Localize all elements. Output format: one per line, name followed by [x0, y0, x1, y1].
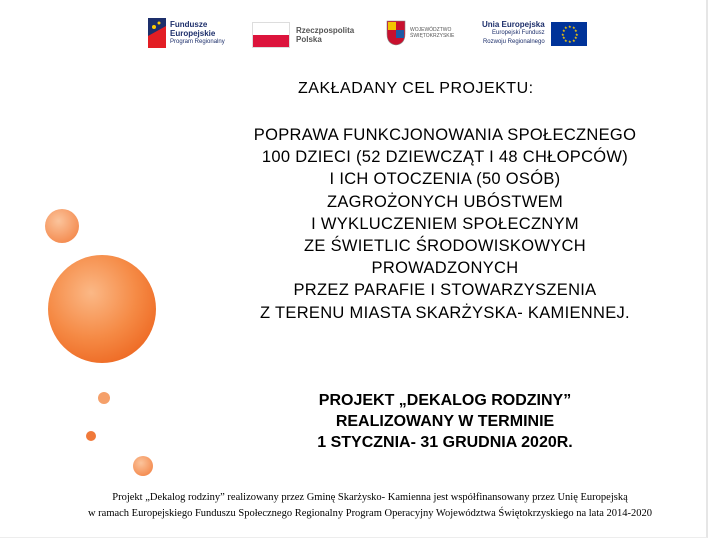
svg-text:★: ★ — [561, 34, 566, 40]
svg-text:★: ★ — [567, 23, 572, 29]
project-info — [200, 390, 690, 453]
fundusze-mark-icon — [148, 18, 166, 48]
svg-text:★: ★ — [574, 31, 579, 37]
svg-text:★: ★ — [573, 34, 578, 40]
goal-line: I ICH OTOCZENIA (50 OSÓB) — [329, 170, 561, 189]
swietokrzyskie-logo: WOJEWÓDZTWO ŚWIĘTOKRZYSKIE — [386, 20, 470, 46]
coat-of-arms-icon — [386, 20, 406, 46]
svg-text:★: ★ — [567, 38, 572, 44]
project-line: 1 STYCZNIA- 31 GRUDNIA 2020R. — [317, 434, 573, 451]
unia-europejska-logo: Unia Europejska Europejski Fundusz Rozwoju Regionalnego ★ ★ ★ ★ ★ ★ ★ ★ ★ ★ ★ ★ — [482, 20, 587, 47]
small-circle — [133, 456, 153, 476]
goal-line: ZE ŚWIETLIC ŚRODOWISKOWYCH — [304, 237, 586, 256]
svg-text:★: ★ — [560, 31, 565, 37]
goal-line: ZAGROŻONYCH UBÓSTWEM — [326, 192, 564, 211]
goal-line: PRZEZ PARAFIE I STOWARZYSZENIA — [293, 281, 597, 300]
goal-line: PROWADZONYCH — [371, 259, 519, 278]
polish-flag-icon — [252, 22, 290, 48]
decorative-circles — [0, 0, 200, 540]
svg-text:★: ★ — [573, 27, 578, 33]
footer-line: w ramach Europejskiego Funduszu Społecznego Regionalny Program Operacyjny Województwa Świętokrzyskiego na lata 2014-2020 — [87, 508, 653, 519]
svg-text:★: ★ — [563, 37, 568, 43]
goal-line: POPRAWA FUNKCJONOWANIA SPOŁECZNEGO — [253, 126, 637, 144]
rzeczpospolita-logo: Rzeczpospolita Polska — [252, 22, 354, 48]
project-line: REALIZOWANY W TERMINIE — [335, 413, 555, 430]
mid-circle — [45, 209, 79, 243]
eu-flag-icon — [551, 22, 587, 46]
goal-line: 100 DZIECI (52 DZIEWCZĄT I 48 CHŁOPCÓW) — [261, 148, 629, 167]
small-circle — [98, 392, 110, 404]
goal-line: Z TERENU MIASTA SKARŻYSKA- KAMIENNEJ. — [260, 303, 630, 322]
small-circle — [86, 431, 96, 441]
logo-bar — [0, 10, 720, 58]
funding-footer — [30, 490, 710, 522]
svg-text:★: ★ — [563, 24, 568, 30]
page-title: ZAKŁADANY CEL PROJEKTU: — [298, 80, 534, 97]
big-circle — [48, 255, 156, 363]
fundusze-europejskie-logo: Fundusze Europejskie Program Regionalny — [148, 18, 225, 48]
project-goal — [200, 124, 690, 324]
svg-text:★: ★ — [561, 27, 566, 33]
svg-text:★: ★ — [571, 24, 576, 30]
project-line: PROJEKT „DEKALOG RODZINY” — [318, 392, 572, 409]
svg-text:★: ★ — [571, 37, 576, 43]
goal-line: I WYKLUCZENIEM SPOŁECZNYM — [311, 214, 579, 233]
footer-line: Projekt „Dekalog rodziny” realizowany przez Gminę Skarżysko- Kamienna jest współfinansowany przez Unię Europejską — [112, 492, 628, 503]
